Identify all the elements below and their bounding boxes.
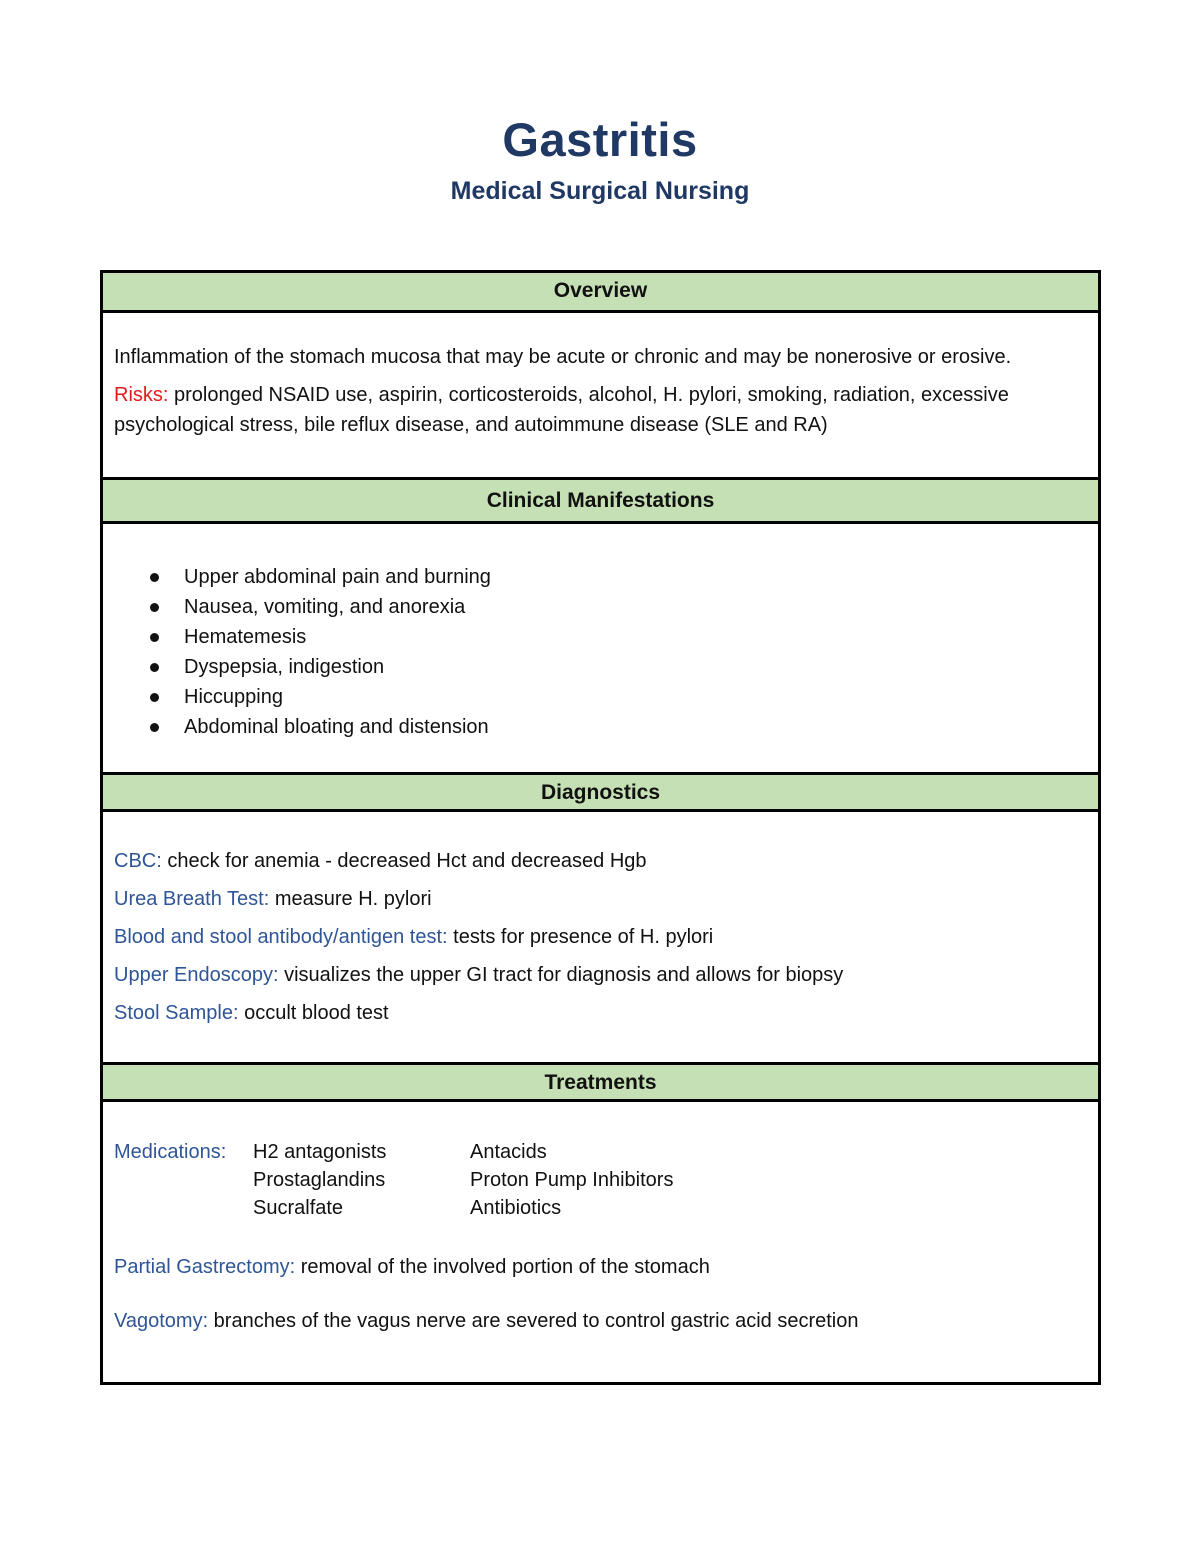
gastrectomy-label: Partial Gastrectomy: (114, 1256, 296, 1278)
list-item-text: Abdominal bloating and distension (184, 716, 489, 738)
medication-spacer (114, 1194, 253, 1222)
bullet-icon (150, 633, 159, 642)
page-title: Gastritis (502, 113, 698, 166)
list-item (148, 622, 1090, 652)
diagnostic-label: Blood and stool antibody/antigen test: (114, 926, 448, 948)
diagnostic-text: visualizes the upper GI tract for diagnosis and allows for biopsy (278, 964, 844, 986)
vagotomy-item (114, 1306, 1090, 1336)
diagnostic-label: Upper Endoscopy: (114, 964, 279, 986)
diagnostic-label: CBC: (114, 850, 162, 872)
overview-section (103, 313, 1098, 477)
treatments-heading: Treatments (103, 1062, 1098, 1102)
page-subtitle: Medical Surgical Nursing (450, 177, 750, 205)
list-item-text: Hematemesis (184, 626, 307, 648)
risks-text: prolonged NSAID use, aspirin, corticosteroids, alcohol, H. pylori, smoking, radiation, excessive psychological stress, bile reflux disease, and autoimmune disease (SLE and RA) (114, 384, 1009, 436)
bullet-icon (150, 603, 159, 612)
diagnostics-heading: Diagnostics (103, 772, 1098, 812)
bullet-icon (150, 723, 159, 732)
list-item (148, 712, 1090, 742)
overview-heading: Overview (103, 273, 1098, 313)
medication-spacer (114, 1166, 253, 1194)
overview-risks (114, 380, 1090, 440)
diagnostic-text: occult blood test (238, 1002, 389, 1024)
bullet-icon (150, 573, 159, 582)
list-item-text: Nausea, vomiting, and anorexia (184, 596, 466, 618)
list-item-text: Dyspepsia, indigestion (184, 656, 385, 678)
vagotomy-text: branches of the vagus nerve are severed to control gastric acid secretion (208, 1310, 859, 1332)
clinical-heading: Clinical Manifestations (103, 477, 1098, 524)
clinical-section (103, 524, 1098, 772)
medication-item: Proton Pump Inhibitors (470, 1169, 674, 1191)
overview-definition: Inflammation of the stomach mucosa that may be acute or chronic and may be nonerosive or erosive. (114, 346, 1012, 368)
list-item (148, 652, 1090, 682)
gastrectomy-item (114, 1252, 1090, 1282)
bullet-icon (150, 693, 159, 702)
diagnostic-item (114, 922, 1090, 952)
medication-item: Antibiotics (470, 1197, 562, 1219)
diagnostic-text: check for anemia - decreased Hct and decreased Hgb (161, 850, 647, 872)
list-item-text: Hiccupping (184, 686, 283, 708)
study-sheet (100, 270, 1101, 1385)
diagnostic-text: measure H. pylori (269, 888, 432, 910)
vagotomy-label: Vagotomy: (114, 1310, 209, 1332)
diagnostics-section (103, 812, 1098, 1062)
diagnostic-item (114, 960, 1090, 990)
diagnostic-label: Urea Breath Test: (114, 888, 270, 910)
list-item (148, 682, 1090, 712)
medication-item: Sucralfate (253, 1197, 344, 1219)
gastrectomy-text: removal of the involved portion of the stomach (295, 1256, 710, 1278)
diagnostic-text: tests for presence of H. pylori (447, 926, 714, 948)
diagnostic-item (114, 884, 1090, 914)
medications-grid (114, 1138, 1090, 1222)
diagnostic-label: Stool Sample: (114, 1002, 239, 1024)
medication-item: Prostaglandins (253, 1169, 386, 1191)
treatments-section (103, 1102, 1098, 1382)
diagnostic-item (114, 846, 1090, 876)
list-item (148, 562, 1090, 592)
list-item-text: Upper abdominal pain and burning (184, 566, 491, 588)
medication-item: H2 antagonists (253, 1141, 387, 1163)
list-item (148, 592, 1090, 622)
medication-item: Antacids (470, 1141, 547, 1163)
risks-label: Risks: (114, 384, 169, 406)
clinical-list (114, 562, 1090, 742)
diagnostic-item (114, 998, 1090, 1028)
medications-label: Medications: (114, 1141, 227, 1163)
bullet-icon (150, 663, 159, 672)
